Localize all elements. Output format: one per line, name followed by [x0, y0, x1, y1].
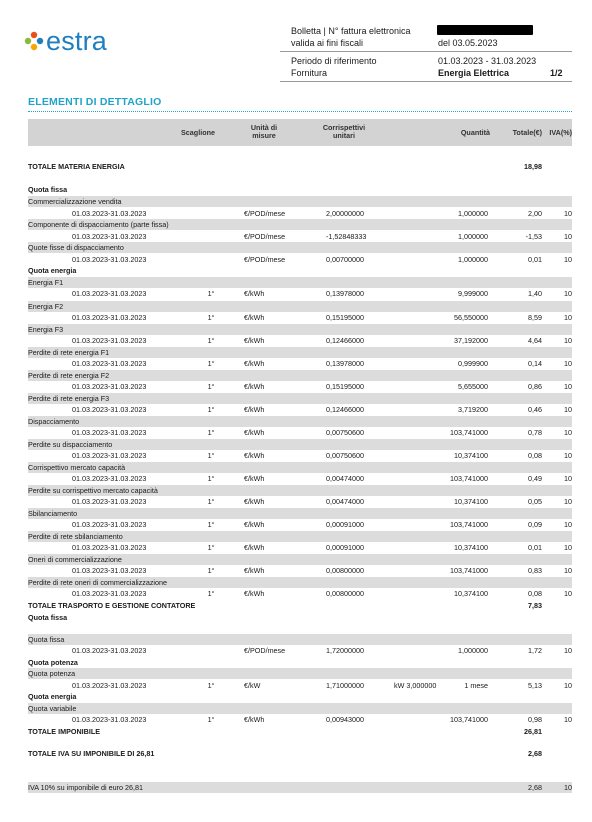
unit-cell: €/kWh	[244, 715, 265, 724]
vat-cell: 10	[564, 715, 572, 724]
scaglione-cell: 1°	[207, 497, 215, 506]
item-label: Perdite di rete energia F1	[28, 348, 110, 357]
vat-cell: 10	[564, 474, 572, 483]
rate-cell: 0,00700000	[326, 255, 364, 264]
total-row	[28, 600, 572, 611]
unit-cell: €/kWh	[244, 313, 265, 322]
item-label: Quota potenza	[28, 669, 76, 678]
table-row	[28, 335, 572, 346]
vat-cell: 10	[564, 451, 572, 460]
line-item-label	[28, 393, 572, 404]
period-cell: 01.03.2023-31.03.2023	[72, 715, 147, 724]
unit-cell: €/kWh	[244, 336, 265, 345]
quantity-cell: 1,000000	[458, 255, 488, 264]
quantity-cell: 10,374100	[454, 451, 488, 460]
item-label: Oneri di commercializzazione	[28, 555, 122, 564]
item-label: Quota variabile	[28, 704, 77, 713]
table-row	[28, 450, 572, 461]
quantity-cell: 9,999000	[458, 289, 488, 298]
vat-cell: 10	[564, 405, 572, 414]
rate-cell: 0,12466000	[326, 336, 364, 345]
col-totale: Totale(€)	[512, 128, 542, 137]
total-label: TOTALE MATERIA ENERGIA	[28, 162, 125, 171]
scaglione-cell: 1°	[207, 715, 215, 724]
total-row	[28, 726, 572, 737]
amount-cell: 0,83	[528, 566, 542, 575]
unit-cell: €/kWh	[244, 289, 265, 298]
col-corrispettivi: Corrispettivi unitari	[322, 123, 366, 140]
unit-cell: €/kWh	[244, 520, 265, 529]
rate-cell: 0,00474000	[326, 474, 364, 483]
amount-cell: 1,40	[528, 289, 542, 298]
unit-cell: €/kWh	[244, 497, 265, 506]
rate-cell: 0,12466000	[326, 405, 364, 414]
total-amount: 26,81	[524, 727, 542, 736]
period-cell: 01.03.2023-31.03.2023	[72, 313, 147, 322]
unit-cell: €/kWh	[244, 382, 265, 391]
table-row	[28, 358, 572, 369]
header-divider-bottom	[280, 81, 572, 82]
amount-cell: 0,08	[528, 589, 542, 598]
vat-cell: 10	[564, 336, 572, 345]
quantity-cell: 1,000000	[458, 232, 488, 241]
total-amount: 2,68	[528, 749, 542, 758]
quantity-cell: 1 mese	[464, 681, 488, 690]
vat-cell: 10	[564, 646, 572, 655]
vat-cell: 10	[564, 359, 572, 368]
rate-cell: 1,71000000	[326, 681, 364, 690]
vat-cell: 10	[564, 382, 572, 391]
rate-cell: 0,13978000	[326, 289, 364, 298]
amount-cell: 0,49	[528, 474, 542, 483]
amount-cell: 0,05	[528, 497, 542, 506]
vat-cell: 10	[564, 543, 572, 552]
table-row	[28, 288, 572, 299]
item-label: Sbilanciamento	[28, 509, 78, 518]
table-row	[28, 208, 572, 219]
quantity-cell: 103,741000	[450, 566, 488, 575]
line-item-label	[28, 782, 572, 793]
rate-cell: 0,13978000	[326, 359, 364, 368]
line-item-label	[28, 485, 572, 496]
rate-cell: -1,52848333	[326, 232, 367, 241]
scaglione-cell: 1°	[207, 566, 215, 575]
total-label: TOTALE IVA SU IMPONIBILE DI 26,81	[28, 749, 155, 758]
iva-rate: 10	[564, 783, 572, 792]
divider-after-energia	[28, 738, 572, 739]
rate-cell: 0,15195000	[326, 382, 364, 391]
quantity-cell: 103,741000	[450, 715, 488, 724]
unit-cell: €/kWh	[244, 543, 265, 552]
table-row	[28, 714, 572, 725]
unit-cell: €/kWh	[244, 405, 265, 414]
period-cell: 01.03.2023-31.03.2023	[72, 405, 147, 414]
line-item-label	[28, 347, 572, 358]
vat-cell: 10	[564, 566, 572, 575]
rate-cell: 0,00091000	[326, 520, 364, 529]
line-item-label	[28, 196, 572, 207]
period-cell: 01.03.2023-31.03.2023	[72, 543, 147, 552]
period-cell: 01.03.2023-31.03.2023	[72, 474, 147, 483]
amount-cell: 0,01	[528, 543, 542, 552]
unit-cell: €/kWh	[244, 589, 265, 598]
rate-cell: 0,15195000	[326, 313, 364, 322]
amount-cell: 0,78	[528, 428, 542, 437]
redacted-invoice-number	[437, 25, 533, 35]
table-header	[28, 119, 572, 146]
quantity-cell: 5,655000	[458, 382, 488, 391]
line-item-label	[28, 554, 572, 565]
rate-cell: 0,00800000	[326, 589, 364, 598]
col-unita: Unità di misure	[250, 123, 278, 140]
quantity-cell: 10,374100	[454, 589, 488, 598]
item-label: Energia F1	[28, 278, 64, 287]
scaglione-cell: 1°	[207, 313, 215, 322]
line-item-label	[28, 324, 572, 335]
col-scaglione: Scaglione	[181, 128, 215, 137]
scaglione-cell: 1°	[207, 451, 215, 460]
power-cell: kW 3,000000	[394, 681, 437, 690]
unit-cell: €/kWh	[244, 359, 265, 368]
line-item-label	[28, 301, 572, 312]
quantity-cell: 1,000000	[458, 646, 488, 655]
supply-value: Energia Elettrica	[438, 68, 510, 78]
quantity-cell: 103,741000	[450, 428, 488, 437]
vat-cell: 10	[564, 681, 572, 690]
quantity-cell: 10,374100	[454, 497, 488, 506]
scaglione-cell: 1°	[207, 543, 215, 552]
quantity-cell: 1,000000	[458, 209, 488, 218]
iva-amount: 2,68	[528, 783, 542, 792]
table-row	[28, 680, 572, 691]
table-row	[28, 496, 572, 507]
period-cell: 01.03.2023-31.03.2023	[72, 209, 147, 218]
line-item-label	[28, 634, 572, 645]
amount-cell: 5,13	[528, 681, 542, 690]
line-item-label	[28, 577, 572, 588]
item-label: Commercializzazione vendita	[28, 197, 122, 206]
quantity-cell: 10,374100	[454, 543, 488, 552]
group-label: Quota fissa	[28, 185, 68, 194]
scaglione-cell: 1°	[207, 289, 215, 298]
scaglione-cell: 1°	[207, 405, 215, 414]
table-row	[28, 588, 572, 599]
scaglione-cell: 1°	[207, 428, 215, 437]
total-label: TOTALE IMPONIBILE	[28, 727, 101, 736]
vat-cell: 10	[564, 589, 572, 598]
group-label: Quota fissa	[28, 613, 68, 622]
vat-cell: 10	[564, 209, 572, 218]
item-label: Perdite di rete energia F2	[28, 371, 110, 380]
group-heading	[28, 265, 572, 276]
page-number: 1/2	[550, 68, 563, 78]
quantity-cell: 0,999900	[458, 359, 488, 368]
period-cell: 01.03.2023-31.03.2023	[72, 497, 147, 506]
amount-cell: 0,98	[528, 715, 542, 724]
group-heading	[28, 657, 572, 668]
period-cell: 01.03.2023-31.03.2023	[72, 589, 147, 598]
divider-after-materia	[28, 172, 572, 173]
item-label: Perdite di rete sbilanciamento	[28, 532, 123, 541]
section-dotted-rule	[28, 111, 572, 112]
unit-cell: €/kWh	[244, 428, 265, 437]
unit-cell: €/POD/mese	[244, 255, 286, 264]
item-label: Perdite su corrispettivo mercato capacità	[28, 486, 158, 495]
table-row	[28, 381, 572, 392]
scaglione-cell: 1°	[207, 520, 215, 529]
supply-label: Fornitura	[291, 68, 328, 78]
item-label: Energia F3	[28, 325, 64, 334]
scaglione-cell: 1°	[207, 382, 215, 391]
line-item-label	[28, 416, 572, 427]
item-label: Perdite di rete oneri di commercializzazione	[28, 578, 168, 587]
quantity-cell: 3,719200	[458, 405, 488, 414]
table-row	[28, 231, 572, 242]
item-label: Quote fisse di dispacciamento	[28, 243, 124, 252]
header-divider	[280, 51, 572, 52]
amount-cell: 0,46	[528, 405, 542, 414]
vat-cell: 10	[564, 520, 572, 529]
item-label: Perdite su dispacciamento	[28, 440, 113, 449]
table-row	[28, 645, 572, 656]
vat-cell: 10	[564, 313, 572, 322]
line-item-label	[28, 277, 572, 288]
item-label: Dispacciamento	[28, 417, 80, 426]
invoice-date: del 03.05.2023	[438, 38, 498, 48]
table-row	[28, 565, 572, 576]
period-cell: 01.03.2023-31.03.2023	[72, 382, 147, 391]
period-value: 01.03.2023 - 31.03.2023	[438, 56, 537, 66]
rate-cell: 0,00750600	[326, 451, 364, 460]
line-item-label	[28, 439, 572, 450]
unit-cell: €/kWh	[244, 566, 265, 575]
rate-cell: 0,00091000	[326, 543, 364, 552]
col-iva: IVA(%)	[549, 128, 572, 137]
scaglione-cell: 1°	[207, 336, 215, 345]
total-amount: 7,83	[528, 601, 542, 610]
vat-cell: 10	[564, 428, 572, 437]
scaglione-cell: 1°	[207, 474, 215, 483]
vat-cell: 10	[564, 232, 572, 241]
line-item-label	[28, 531, 572, 542]
unit-cell: €/POD/mese	[244, 232, 286, 241]
estra-logo	[24, 26, 107, 56]
scaglione-cell: 1°	[207, 359, 215, 368]
line-item-label	[28, 219, 572, 230]
item-label: Quota fissa	[28, 635, 65, 644]
fiscal-label: valida ai fini fiscali	[291, 38, 364, 48]
divider-after-imponibile	[28, 760, 572, 761]
rate-cell: 2,00000000	[326, 209, 364, 218]
unit-cell: €/kWh	[244, 451, 265, 460]
total-row	[28, 748, 572, 759]
amount-cell: 0,86	[528, 382, 542, 391]
group-heading	[28, 691, 572, 702]
amount-cell: 0,08	[528, 451, 542, 460]
section-title: ELEMENTI DI DETTAGLIO	[28, 96, 162, 108]
period-cell: 01.03.2023-31.03.2023	[72, 336, 147, 345]
period-cell: 01.03.2023-31.03.2023	[72, 646, 147, 655]
amount-cell: 0,09	[528, 520, 542, 529]
total-label: TOTALE TRASPORTO E GESTIONE CONTATORE	[28, 601, 196, 610]
group-label: Quota energia	[28, 266, 77, 275]
period-cell: 01.03.2023-31.03.2023	[72, 359, 147, 368]
total-row	[28, 161, 572, 172]
period-cell: 01.03.2023-31.03.2023	[72, 451, 147, 460]
total-amount: 18,98	[524, 162, 542, 171]
amount-cell: -1,53	[525, 232, 542, 241]
table-row	[28, 254, 572, 265]
unit-cell: €/kWh	[244, 474, 265, 483]
iva-label: IVA 10% su imponibile di euro 26,81	[28, 783, 143, 792]
period-cell: 01.03.2023-31.03.2023	[72, 289, 147, 298]
amount-cell: 4,64	[528, 336, 542, 345]
period-label: Periodo di riferimento	[291, 56, 377, 66]
item-label: Perdite di rete energia F3	[28, 394, 110, 403]
brand-name: estra	[46, 25, 108, 56]
scaglione-cell: 1°	[207, 681, 215, 690]
amount-cell: 0,01	[528, 255, 542, 264]
item-label: Corrispettivo mercato capacità	[28, 463, 126, 472]
estra-logo-icon	[24, 31, 44, 51]
quantity-cell: 37,192000	[454, 336, 488, 345]
line-item-label	[28, 370, 572, 381]
period-cell: 01.03.2023-31.03.2023	[72, 428, 147, 437]
table-row	[28, 312, 572, 323]
line-item-label	[28, 703, 572, 714]
unit-cell: €/POD/mese	[244, 646, 286, 655]
group-heading	[28, 184, 572, 195]
unit-cell: €/kW	[244, 681, 261, 690]
divider-after-trasporto	[28, 622, 572, 623]
line-item-label	[28, 462, 572, 473]
divider-after-iva-total	[28, 794, 572, 795]
period-cell: 01.03.2023-31.03.2023	[72, 566, 147, 575]
vat-cell: 10	[564, 255, 572, 264]
table-row	[28, 473, 572, 484]
period-cell: 01.03.2023-31.03.2023	[72, 681, 147, 690]
invoice-label: Bolletta | N° fattura elettronica	[291, 26, 411, 36]
rate-cell: 0,00474000	[326, 497, 364, 506]
item-label: Componente di dispacciamento (parte fissa)	[28, 220, 169, 229]
period-cell: 01.03.2023-31.03.2023	[72, 520, 147, 529]
table-row	[28, 542, 572, 553]
quantity-cell: 56,550000	[454, 313, 488, 322]
rate-cell: 1,72000000	[326, 646, 364, 655]
rate-cell: 0,00750600	[326, 428, 364, 437]
period-cell: 01.03.2023-31.03.2023	[72, 232, 147, 241]
rate-cell: 0,00943000	[326, 715, 364, 724]
unit-cell: €/POD/mese	[244, 209, 286, 218]
group-label: Quota energia	[28, 692, 77, 701]
item-label: Energia F2	[28, 302, 64, 311]
amount-cell: 2,00	[528, 209, 542, 218]
col-quantita: Quantità	[460, 128, 490, 137]
scaglione-cell: 1°	[207, 589, 215, 598]
quantity-cell: 103,741000	[450, 520, 488, 529]
vat-cell: 10	[564, 289, 572, 298]
quantity-cell: 103,741000	[450, 474, 488, 483]
table-row	[28, 427, 572, 438]
line-item-label	[28, 242, 572, 253]
amount-cell: 0,14	[528, 359, 542, 368]
group-label: Quota potenza	[28, 658, 78, 667]
table-row	[28, 404, 572, 415]
amount-cell: 8,59	[528, 313, 542, 322]
period-cell: 01.03.2023-31.03.2023	[72, 255, 147, 264]
vat-cell: 10	[564, 497, 572, 506]
line-item-label	[28, 668, 572, 679]
rate-cell: 0,00800000	[326, 566, 364, 575]
table-row	[28, 519, 572, 530]
line-item-label	[28, 508, 572, 519]
amount-cell: 1,72	[528, 646, 542, 655]
